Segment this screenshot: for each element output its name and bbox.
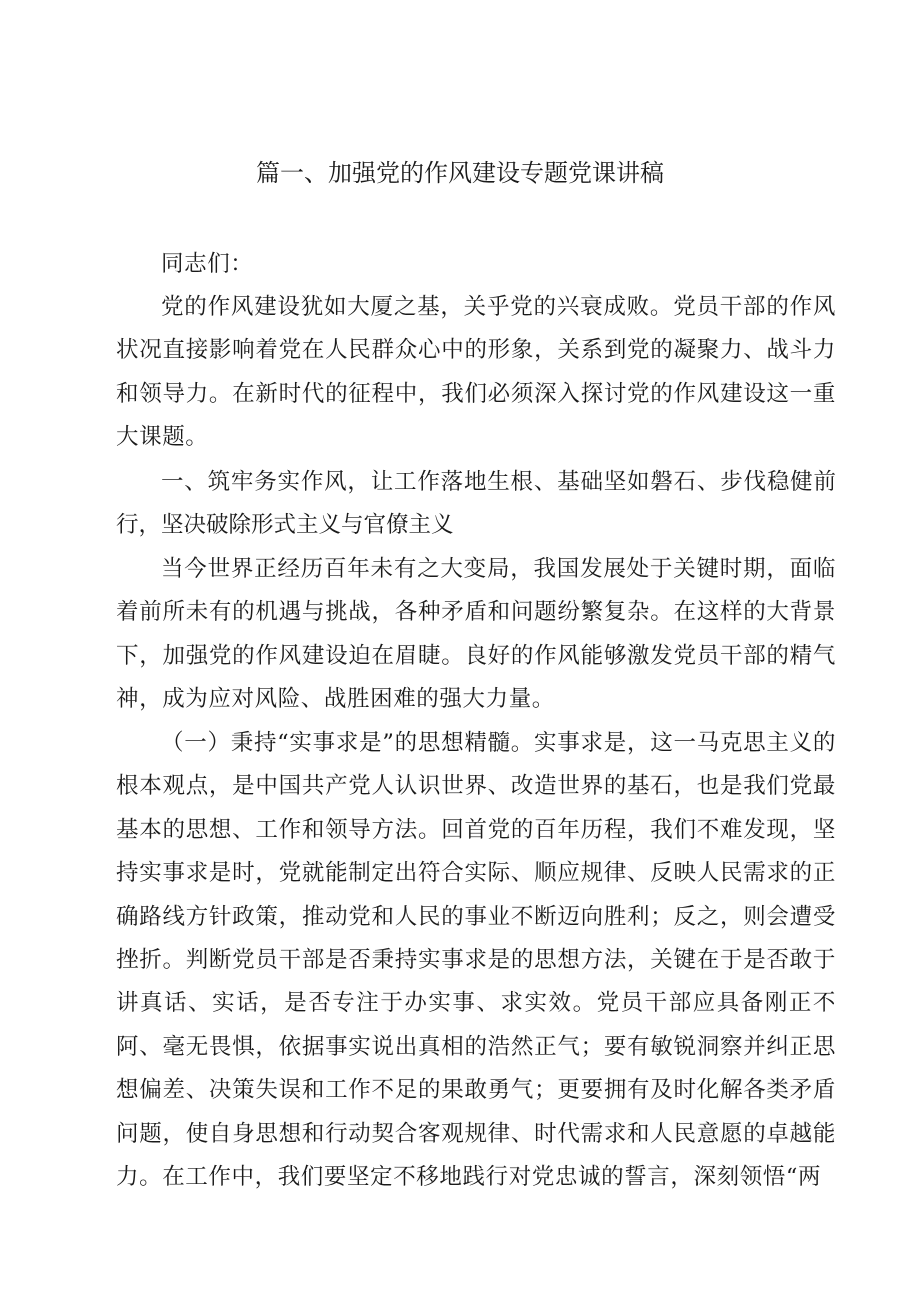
document-title: 篇一、加强党的作风建设专题党课讲稿: [256, 159, 664, 187]
salutation: 同志们：: [161, 251, 254, 277]
paragraph-intro: 党的作风建设犹如大厦之基，关乎党的兴衰成败。党员干部的作风状况直接影响着党在人民群众心中的形象，关系到党的凝聚力、战斗力和领导力。在新时代的征程中，我们必须深入探讨党的作风建设这一重大课题。: [116, 294, 836, 451]
paragraph-subsection1: （一）秉持“实事求是”的思想精髓。实事求是，这一马克思主义的根本观点，是中国共产党人认识世界、改造世界的基石，也是我们党最基本的思想、工作和领导方法。回首党的百年历程，我们不难发现，坚持实事求是时，党就能制定出符合实际、顺应规律、反映人民需求的正确路线方针政策，推动党和人民的事业不断迈向胜利；反之，则会遭受挫折。判断党员干部是否秉持实事求是的思想方法，关键在于是否敢于讲真话、实话，是否专注于办实事、求实效。党员干部应具备刚正不阿、毫无畏惧，依据事实说出真相的浩然正气；要有敏锐洞察并纠正思想偏差、决策失误和工作不足的果敢勇气；更要拥有及时化解各类矛盾问题，使自身思想和行动契合客观规律、时代需求和人民意愿的卓越能力。在工作中，我们要坚定不移地践行对党忠诚的誓言，深刻领悟“两: [116, 730, 836, 1191]
paragraph-section1: 当今世界正经历百年未有之大变局，我国发展处于关键时期，面临着前所未有的机遇与挑战，各种矛盾和问题纷繁复杂。在这样的大背景下，加强党的作风建设迫在眉睫。良好的作风能够激发党员干部的精气神，成为应对风险、战胜困难的强大力量。: [116, 556, 836, 713]
section-heading-1: 一、筑牢务实作风，让工作落地生根、基础坚如磐石、步伐稳健前行，坚决破除形式主义与官僚主义: [116, 469, 836, 539]
